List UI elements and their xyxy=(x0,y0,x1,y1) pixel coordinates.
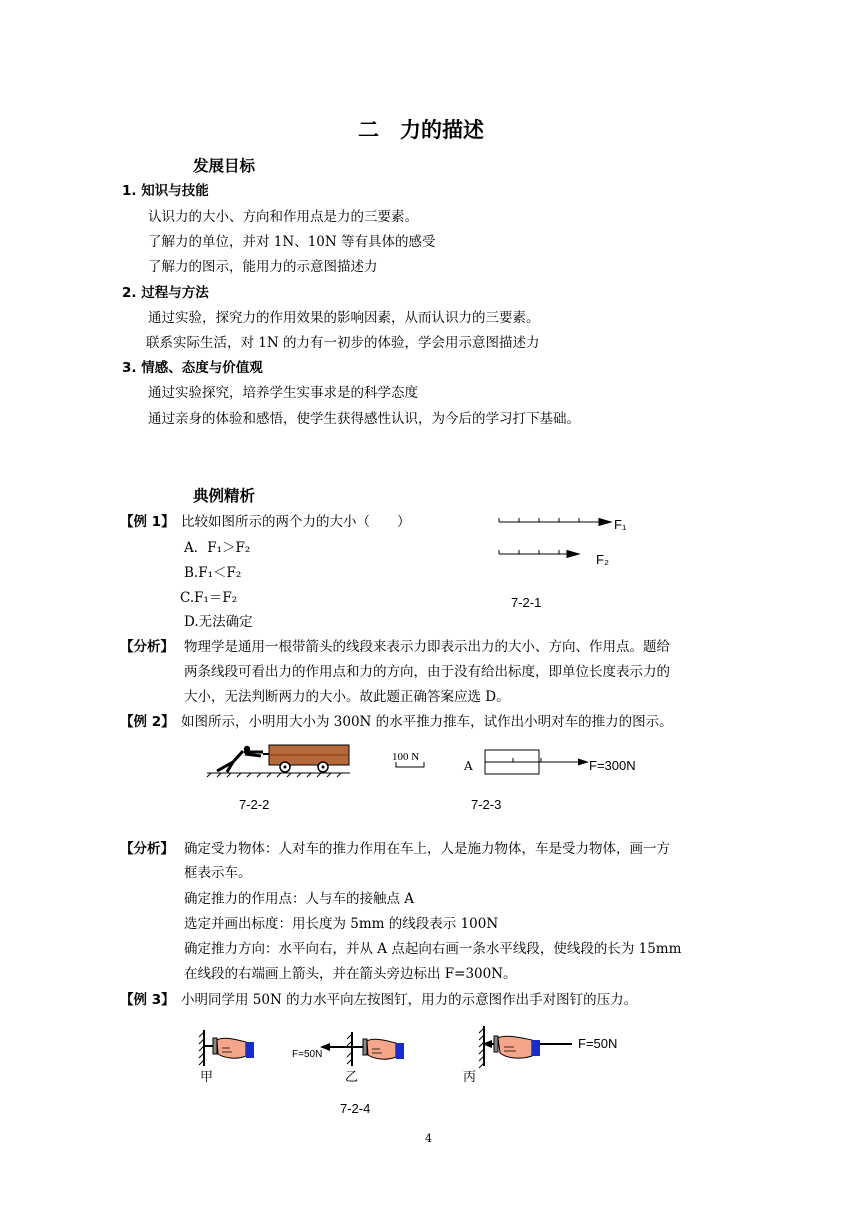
f1-label: F₁ xyxy=(614,517,627,532)
page-title: 二 力的描述 xyxy=(358,118,484,142)
analysis-text: 大小，无法判断两力的大小。故此题正确答案应选 D。 xyxy=(184,689,510,705)
goal-text: 认识力的大小、方向和作用点是力的三要素。 xyxy=(148,209,418,225)
goal-text: 了解力的单位，并对 1N、10N 等有具体的感受 xyxy=(148,234,436,250)
scale-label: 100 N xyxy=(392,751,420,763)
figure-bing-label: 丙 xyxy=(463,1069,477,1084)
force-label-c: F=50N xyxy=(578,1036,618,1051)
figure-caption: 7-2-2 xyxy=(239,797,270,812)
analysis-text: 确定推力方向：水平向右，并从 A 点起向右画一条水平线段，使线段的长为 15mm xyxy=(184,941,682,957)
figure-jia-label: 甲 xyxy=(200,1069,214,1084)
goal-text: 通过实验，探究力的作用效果的影响因素，从而认识力的三要素。 xyxy=(148,310,540,326)
person-pushing-cart-illustration xyxy=(205,740,355,778)
example-2-tag: 【例 2】 xyxy=(120,714,175,730)
option-c: C.F₁＝F₂ xyxy=(180,590,238,606)
analysis-text: 确定受力物体：人对车的推力作用在车上，人是施力物体，车是受力物体，画一方 xyxy=(184,841,670,857)
section-3-heading: 3. 情感、态度与价值观 xyxy=(122,360,263,376)
analysis-text: 确定推力的作用点：人与车的接触点 A xyxy=(184,891,415,907)
analysis-tag: 【分析】 xyxy=(120,841,174,857)
goals-heading: 发展目标 xyxy=(193,157,256,175)
hand-pressing-pin-illustration xyxy=(196,1026,258,1070)
option-d: D.无法确定 xyxy=(184,614,253,630)
analysis-text: 两条线段可看出力的作用点和力的方向，由于没有给出标度，即单位长度表示力的 xyxy=(184,664,670,680)
hand-pressing-pin-illustration xyxy=(476,1022,578,1070)
figure-caption: 7-2-1 xyxy=(511,595,542,610)
force-label: F=300N xyxy=(589,758,636,773)
page-number: 4 xyxy=(425,1132,432,1145)
example-1-question: 比较如图所示的两个力的大小（ ） xyxy=(181,514,411,530)
analysis-text: 在线段的右端画上箭头，并在箭头旁边标出 F=300N。 xyxy=(184,966,517,982)
figure-caption: 7-2-4 xyxy=(340,1101,371,1116)
example-3-tag: 【例 3】 xyxy=(120,992,175,1008)
section-1-heading: 1. 知识与技能 xyxy=(122,183,209,199)
goal-text: 通过实验探究，培养学生实事求是的科学态度 xyxy=(148,385,418,401)
option-b: B.F₁＜F₂ xyxy=(184,565,242,581)
force-label-b: F=50N xyxy=(292,1049,323,1060)
figure-yi-label: 乙 xyxy=(345,1069,359,1084)
point-a-label: A xyxy=(464,759,473,773)
scale-bar xyxy=(394,760,430,770)
goal-text: 了解力的图示，能用力的示意图描述力 xyxy=(148,259,378,275)
example-3-question: 小明同学用 50N 的力水平向左按图钉，用力的示意图作出手对图钉的压力。 xyxy=(181,992,638,1008)
example-1-tag: 【例 1】 xyxy=(120,514,175,530)
analysis-tag: 【分析】 xyxy=(120,639,174,655)
car-box-force-diagram xyxy=(483,748,593,778)
hand-pressing-pin-illustration xyxy=(318,1028,408,1072)
analysis-text: 框表示车。 xyxy=(184,865,252,881)
examples-heading: 典例精析 xyxy=(193,487,256,505)
goal-text: 通过亲身的体验和感悟，使学生获得感性认识，为今后的学习打下基础。 xyxy=(148,411,580,427)
example-2-question: 如图所示，小明用大小为 300N 的水平推力推车，试作出小明对车的推力的图示。 xyxy=(181,714,673,730)
option-a: A．F₁＞F₂ xyxy=(184,540,251,556)
f2-label: F₂ xyxy=(596,552,609,567)
section-2-heading: 2. 过程与方法 xyxy=(122,285,209,301)
figure-caption: 7-2-3 xyxy=(471,797,502,812)
analysis-text: 物理学是通用一根带箭头的线段来表示力即表示出力的大小、方向、作用点。题给 xyxy=(184,639,670,655)
analysis-text: 选定并画出标度：用长度为 5mm 的线段表示 100N xyxy=(184,916,499,932)
goal-text: 联系实际生活，对 1N 的力有一初步的体验，学会用示意图描述力 xyxy=(146,335,540,351)
